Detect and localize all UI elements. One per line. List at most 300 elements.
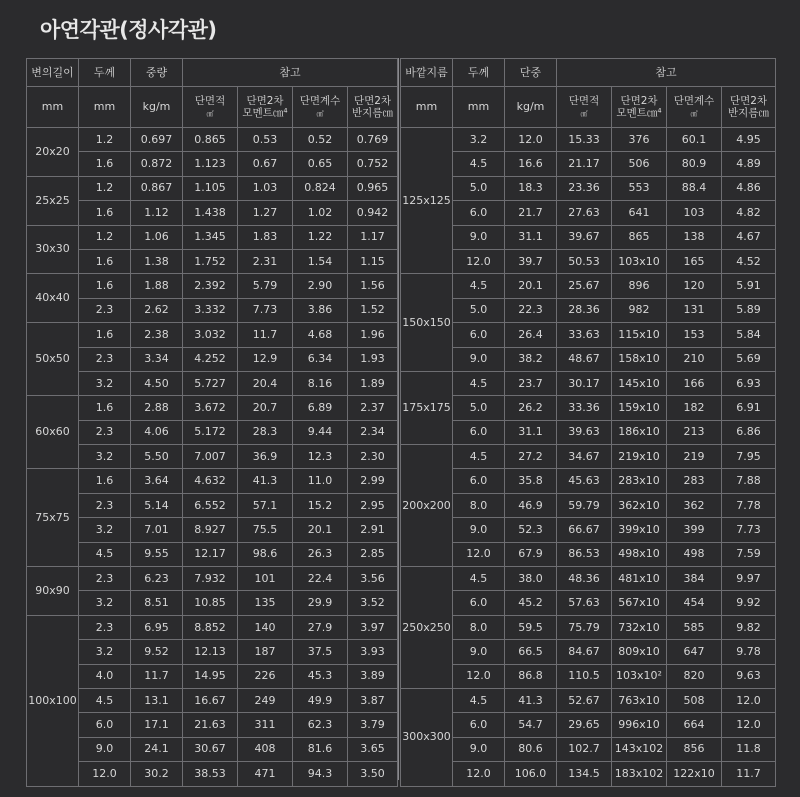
- moment-cell: 763x10: [612, 688, 667, 712]
- modulus-cell: 166: [667, 371, 722, 395]
- table-row: [27, 762, 398, 786]
- radius-cell: 7.95: [722, 445, 776, 469]
- weight-cell: 106.0: [505, 762, 557, 786]
- moment-label-2: 모멘트㎝⁴: [242, 107, 288, 119]
- modulus-cell: 2.90: [293, 274, 348, 298]
- modulus-cell: 820: [667, 664, 722, 688]
- moment-cell: 865: [612, 225, 667, 249]
- thickness-cell: 4.5: [79, 688, 131, 712]
- weight-cell: 5.14: [131, 493, 183, 517]
- area-cell: 59.79: [557, 493, 612, 517]
- modulus-cell: 88.4: [667, 176, 722, 200]
- modulus-cell: 27.9: [293, 615, 348, 639]
- table-row: [27, 688, 398, 712]
- table-row: [27, 298, 398, 322]
- radius-cell: 7.78: [722, 493, 776, 517]
- table-row: [27, 615, 398, 639]
- table-row: [401, 128, 776, 152]
- thickness-cell: 9.0: [453, 225, 505, 249]
- modulus-cell: 81.6: [293, 737, 348, 761]
- thickness-cell: 2.3: [79, 493, 131, 517]
- page-title: 아연각관(정사각관): [40, 18, 217, 42]
- radius-cell: 12.0: [722, 713, 776, 737]
- area-cell: 23.36: [557, 176, 612, 200]
- thickness-cell: 3.2: [79, 640, 131, 664]
- radius-cell: 3.79: [348, 713, 398, 737]
- radius-cell: 2.34: [348, 420, 398, 444]
- modulus-cell: 384: [667, 567, 722, 591]
- modulus-cell: 12.3: [293, 445, 348, 469]
- weight-cell: 24.1: [131, 737, 183, 761]
- area-cell: 52.67: [557, 688, 612, 712]
- col-weight-header: 단중: [505, 59, 557, 87]
- area-label: 단면적: [194, 94, 226, 107]
- weight-cell: 1.38: [131, 249, 183, 273]
- moment-cell: 36.9: [238, 445, 293, 469]
- modulus-cell: 856: [667, 737, 722, 761]
- weight-cell: 26.2: [505, 396, 557, 420]
- moment-cell: 101: [238, 567, 293, 591]
- table-row: [27, 640, 398, 664]
- table-row: [27, 152, 398, 176]
- weight-cell: 7.01: [131, 518, 183, 542]
- weight-cell: 46.9: [505, 493, 557, 517]
- moment-cell: 553: [612, 176, 667, 200]
- moment-cell: 158x10: [612, 347, 667, 371]
- radius-cell: 9.63: [722, 664, 776, 688]
- weight-cell: 45.2: [505, 591, 557, 615]
- moment-cell: 1.27: [238, 201, 293, 225]
- table-row: [27, 371, 398, 395]
- weight-cell: 9.55: [131, 542, 183, 566]
- area-cell: 4.252: [183, 347, 238, 371]
- thickness-cell: 12.0: [453, 249, 505, 273]
- moment-cell: 115x10: [612, 323, 667, 347]
- col-modulus-header: [667, 87, 722, 128]
- table-row: [401, 469, 776, 493]
- radius-cell: 9.82: [722, 615, 776, 639]
- modulus-cell: 283: [667, 469, 722, 493]
- radius-cell: 2.85: [348, 542, 398, 566]
- thickness-cell: 1.6: [79, 201, 131, 225]
- weight-cell: 2.88: [131, 396, 183, 420]
- modulus-cell: 45.3: [293, 664, 348, 688]
- moment-cell: 408: [238, 737, 293, 761]
- table-row: [27, 128, 398, 152]
- area-cell: 5.727: [183, 371, 238, 395]
- col-size-header: 바깥지름: [401, 59, 453, 87]
- moment-cell: 362x10: [612, 493, 667, 517]
- moment-cell: 5.79: [238, 274, 293, 298]
- radius-cell: 0.752: [348, 152, 398, 176]
- thickness-cell: 2.3: [79, 347, 131, 371]
- area-cell: 39.67: [557, 225, 612, 249]
- table-row: [27, 201, 398, 225]
- area-cell: 7.007: [183, 445, 238, 469]
- table-row: [401, 274, 776, 298]
- modulus-cell: 1.02: [293, 201, 348, 225]
- radius-cell: 1.17: [348, 225, 398, 249]
- size-cell: 30x30: [27, 225, 79, 274]
- table-row: [401, 664, 776, 688]
- table-row: [27, 664, 398, 688]
- size-cell: 90x90: [27, 567, 79, 616]
- area-cell: 3.332: [183, 298, 238, 322]
- table-row: [27, 249, 398, 273]
- table-row: [27, 420, 398, 444]
- area-cell: 8.927: [183, 518, 238, 542]
- table-row: [401, 201, 776, 225]
- thickness-cell: 9.0: [453, 737, 505, 761]
- moment-cell: 103x10: [612, 249, 667, 273]
- size-cell: 175x175: [401, 371, 453, 444]
- radius-cell: 12.0: [722, 688, 776, 712]
- area-cell: 5.172: [183, 420, 238, 444]
- area-cell: 12.17: [183, 542, 238, 566]
- moment-cell: 11.7: [238, 323, 293, 347]
- table-row: [401, 762, 776, 786]
- radius-cell: 9.92: [722, 591, 776, 615]
- col-moment-header: [238, 87, 293, 128]
- col-thickness-header: 두께: [453, 59, 505, 87]
- thickness-cell: 1.6: [79, 152, 131, 176]
- radius-cell: 4.52: [722, 249, 776, 273]
- moment-cell: 186x10: [612, 420, 667, 444]
- moment-cell: 187: [238, 640, 293, 664]
- thickness-cell: 1.6: [79, 396, 131, 420]
- weight-cell: 0.872: [131, 152, 183, 176]
- modulus-cell: 210: [667, 347, 722, 371]
- col-moment-header: [612, 87, 667, 128]
- area-cell: 14.95: [183, 664, 238, 688]
- weight-cell: 38.0: [505, 567, 557, 591]
- modulus-cell: 399: [667, 518, 722, 542]
- radius-cell: 2.30: [348, 445, 398, 469]
- area-cell: 6.552: [183, 493, 238, 517]
- thickness-cell: 2.3: [79, 615, 131, 639]
- modulus-label: 단면계수: [673, 94, 715, 107]
- table-row: [401, 445, 776, 469]
- thickness-cell: 4.5: [453, 445, 505, 469]
- modulus-cell: 37.5: [293, 640, 348, 664]
- modulus-cell: 213: [667, 420, 722, 444]
- weight-cell: 1.88: [131, 274, 183, 298]
- moment-cell: 399x10: [612, 518, 667, 542]
- modulus-cell: 454: [667, 591, 722, 615]
- radius-cell: 5.84: [722, 323, 776, 347]
- thickness-cell: 9.0: [79, 737, 131, 761]
- modulus-cell: 60.1: [667, 128, 722, 152]
- thickness-cell: 1.6: [79, 249, 131, 273]
- col-radius-header: [348, 87, 398, 128]
- modulus-cell: 49.9: [293, 688, 348, 712]
- col-weight-header: 중량: [131, 59, 183, 87]
- area-cell: 0.865: [183, 128, 238, 152]
- area-cell: 48.67: [557, 347, 612, 371]
- weight-cell: 5.50: [131, 445, 183, 469]
- modulus-cell: 8.16: [293, 371, 348, 395]
- radius-label: 단면2차: [729, 95, 768, 107]
- modulus-cell: 219: [667, 445, 722, 469]
- radius-cell: 6.91: [722, 396, 776, 420]
- radius-cell: 0.965: [348, 176, 398, 200]
- table-row: [27, 713, 398, 737]
- radius-cell: 1.96: [348, 323, 398, 347]
- thickness-cell: 1.2: [79, 225, 131, 249]
- thickness-cell: 1.2: [79, 128, 131, 152]
- size-cell: 100x100: [27, 615, 79, 786]
- moment-cell: 75.5: [238, 518, 293, 542]
- area-cell: 30.67: [183, 737, 238, 761]
- weight-cell: 1.12: [131, 201, 183, 225]
- thickness-cell: 4.5: [453, 274, 505, 298]
- modulus-cell: 362: [667, 493, 722, 517]
- modulus-cell: 103: [667, 201, 722, 225]
- thickness-cell: 9.0: [453, 518, 505, 542]
- table-row: [401, 713, 776, 737]
- moment-cell: 1.03: [238, 176, 293, 200]
- weight-cell: 52.3: [505, 518, 557, 542]
- thickness-cell: 8.0: [453, 615, 505, 639]
- unit-thickness: mm: [79, 87, 131, 128]
- radius-cell: 4.86: [722, 176, 776, 200]
- weight-cell: 31.1: [505, 225, 557, 249]
- size-cell: 25x25: [27, 176, 79, 225]
- thickness-cell: 6.0: [453, 420, 505, 444]
- thickness-cell: 1.6: [79, 323, 131, 347]
- radius-cell: 7.73: [722, 518, 776, 542]
- area-cell: 12.13: [183, 640, 238, 664]
- thickness-cell: 4.5: [453, 688, 505, 712]
- thickness-cell: 3.2: [79, 591, 131, 615]
- weight-cell: 22.3: [505, 298, 557, 322]
- weight-cell: 13.1: [131, 688, 183, 712]
- table-row: [401, 323, 776, 347]
- size-cell: 50x50: [27, 323, 79, 396]
- radius-cell: 4.95: [722, 128, 776, 152]
- unit-size: mm: [401, 87, 453, 128]
- radius-cell: 4.82: [722, 201, 776, 225]
- table-row: [401, 152, 776, 176]
- thickness-cell: 1.6: [79, 274, 131, 298]
- area-cell: 33.36: [557, 396, 612, 420]
- col-area-header: [557, 87, 612, 128]
- weight-cell: 21.7: [505, 201, 557, 225]
- thickness-cell: 2.3: [79, 298, 131, 322]
- area-cell: 84.67: [557, 640, 612, 664]
- table-row: [401, 737, 776, 761]
- modulus-cell: 6.89: [293, 396, 348, 420]
- modulus-cell: 29.9: [293, 591, 348, 615]
- modulus-cell: 153: [667, 323, 722, 347]
- table-row: [27, 274, 398, 298]
- table-row: [401, 249, 776, 273]
- area-cell: 28.36: [557, 298, 612, 322]
- weight-cell: 16.6: [505, 152, 557, 176]
- radius-cell: 3.93: [348, 640, 398, 664]
- thickness-cell: 6.0: [453, 201, 505, 225]
- thickness-cell: 2.3: [79, 420, 131, 444]
- area-cell: 1.752: [183, 249, 238, 273]
- thickness-cell: 4.5: [453, 152, 505, 176]
- thickness-cell: 2.3: [79, 567, 131, 591]
- area-cell: 3.032: [183, 323, 238, 347]
- radius-cell: 7.59: [722, 542, 776, 566]
- col-modulus-header: [293, 87, 348, 128]
- moment-cell: 98.6: [238, 542, 293, 566]
- thickness-cell: 12.0: [453, 542, 505, 566]
- table-row: [27, 493, 398, 517]
- size-cell: 20x20: [27, 128, 79, 177]
- weight-cell: 17.1: [131, 713, 183, 737]
- weight-cell: 59.5: [505, 615, 557, 639]
- area-cell: 2.392: [183, 274, 238, 298]
- modulus-cell: 647: [667, 640, 722, 664]
- thickness-cell: 6.0: [453, 591, 505, 615]
- thickness-cell: 3.2: [79, 445, 131, 469]
- area-cell: 29.65: [557, 713, 612, 737]
- radius-label: 단면2차: [353, 95, 392, 107]
- radius-cell: 1.52: [348, 298, 398, 322]
- modulus-cell: 0.824: [293, 176, 348, 200]
- table-row: [27, 469, 398, 493]
- area-cell: 45.63: [557, 469, 612, 493]
- weight-cell: 2.62: [131, 298, 183, 322]
- weight-cell: 12.0: [505, 128, 557, 152]
- area-cell: 10.85: [183, 591, 238, 615]
- thickness-cell: 6.0: [453, 323, 505, 347]
- radius-cell: 5.69: [722, 347, 776, 371]
- table-row: [27, 518, 398, 542]
- col-radius-header: [722, 87, 776, 128]
- thickness-cell: 5.0: [453, 176, 505, 200]
- moment-cell: 996x10: [612, 713, 667, 737]
- area-cell: 15.33: [557, 128, 612, 152]
- weight-cell: 4.50: [131, 371, 183, 395]
- modulus-cell: 15.2: [293, 493, 348, 517]
- area-cell: 110.5: [557, 664, 612, 688]
- weight-cell: 80.6: [505, 737, 557, 761]
- right-spec-table: [400, 58, 776, 787]
- area-cell: 1.438: [183, 201, 238, 225]
- thickness-cell: 3.2: [453, 128, 505, 152]
- thickness-cell: 4.5: [453, 567, 505, 591]
- col-size-header: 변의길이: [27, 59, 79, 87]
- col-reference-header: 참고: [557, 59, 776, 87]
- modulus-cell: 62.3: [293, 713, 348, 737]
- moment-cell: 226: [238, 664, 293, 688]
- weight-cell: 1.06: [131, 225, 183, 249]
- modulus-cell: 26.3: [293, 542, 348, 566]
- modulus-cell: 498: [667, 542, 722, 566]
- thickness-cell: 12.0: [79, 762, 131, 786]
- unit-thickness: mm: [453, 87, 505, 128]
- weight-cell: 9.52: [131, 640, 183, 664]
- radius-cell: 9.78: [722, 640, 776, 664]
- modulus-cell: 3.86: [293, 298, 348, 322]
- size-cell: 150x150: [401, 274, 453, 372]
- radius-cell: 3.87: [348, 688, 398, 712]
- table-row: [27, 396, 398, 420]
- radius-cell: 3.97: [348, 615, 398, 639]
- radius-cell: 4.89: [722, 152, 776, 176]
- weight-cell: 18.3: [505, 176, 557, 200]
- weight-cell: 27.2: [505, 445, 557, 469]
- area-cell: 21.17: [557, 152, 612, 176]
- radius-cell: 4.67: [722, 225, 776, 249]
- weight-cell: 30.2: [131, 762, 183, 786]
- moment-cell: 143x102: [612, 737, 667, 761]
- moment-cell: 283x10: [612, 469, 667, 493]
- moment-cell: 809x10: [612, 640, 667, 664]
- moment-cell: 896: [612, 274, 667, 298]
- modulus-cell: 138: [667, 225, 722, 249]
- radius-cell: 1.56: [348, 274, 398, 298]
- moment-cell: 0.53: [238, 128, 293, 152]
- weight-cell: 41.3: [505, 688, 557, 712]
- modulus-cell: 1.22: [293, 225, 348, 249]
- moment-cell: 140: [238, 615, 293, 639]
- weight-cell: 20.1: [505, 274, 557, 298]
- moment-cell: 2.31: [238, 249, 293, 273]
- modulus-cell: 0.65: [293, 152, 348, 176]
- radius-cell: 5.91: [722, 274, 776, 298]
- unit-weight: kg/m: [505, 87, 557, 128]
- table-row: [401, 567, 776, 591]
- thickness-cell: 5.0: [453, 396, 505, 420]
- thickness-cell: 9.0: [453, 640, 505, 664]
- modulus-cell: 6.34: [293, 347, 348, 371]
- moment-cell: 103x10²: [612, 664, 667, 688]
- area-cell: 21.63: [183, 713, 238, 737]
- size-cell: 200x200: [401, 445, 453, 567]
- weight-cell: 67.9: [505, 542, 557, 566]
- thickness-cell: 1.6: [79, 469, 131, 493]
- thickness-cell: 1.2: [79, 176, 131, 200]
- area-cell: 3.672: [183, 396, 238, 420]
- modulus-cell: 0.52: [293, 128, 348, 152]
- size-cell: 125x125: [401, 128, 453, 274]
- col-reference-header: 참고: [183, 59, 398, 87]
- table-row: [27, 225, 398, 249]
- moment-cell: 159x10: [612, 396, 667, 420]
- moment-cell: 982: [612, 298, 667, 322]
- thickness-cell: 4.5: [79, 542, 131, 566]
- modulus-unit: ㎤: [316, 109, 324, 118]
- size-cell: 60x60: [27, 396, 79, 469]
- table-row: [27, 347, 398, 371]
- radius-cell: 7.88: [722, 469, 776, 493]
- table-row: [401, 688, 776, 712]
- thickness-cell: 9.0: [453, 347, 505, 371]
- area-cell: 57.63: [557, 591, 612, 615]
- area-cell: 102.7: [557, 737, 612, 761]
- radius-cell: 0.942: [348, 201, 398, 225]
- area-cell: 34.67: [557, 445, 612, 469]
- moment-cell: 145x10: [612, 371, 667, 395]
- area-label: 단면적: [568, 94, 600, 107]
- radius-cell: 6.93: [722, 371, 776, 395]
- thickness-cell: 12.0: [453, 664, 505, 688]
- area-cell: 25.67: [557, 274, 612, 298]
- radius-cell: 2.91: [348, 518, 398, 542]
- weight-cell: 2.38: [131, 323, 183, 347]
- table-row: [27, 323, 398, 347]
- moment-cell: 471: [238, 762, 293, 786]
- table-row: [27, 591, 398, 615]
- radius-label-2: 반지름㎝: [728, 107, 769, 119]
- table-row: [401, 640, 776, 664]
